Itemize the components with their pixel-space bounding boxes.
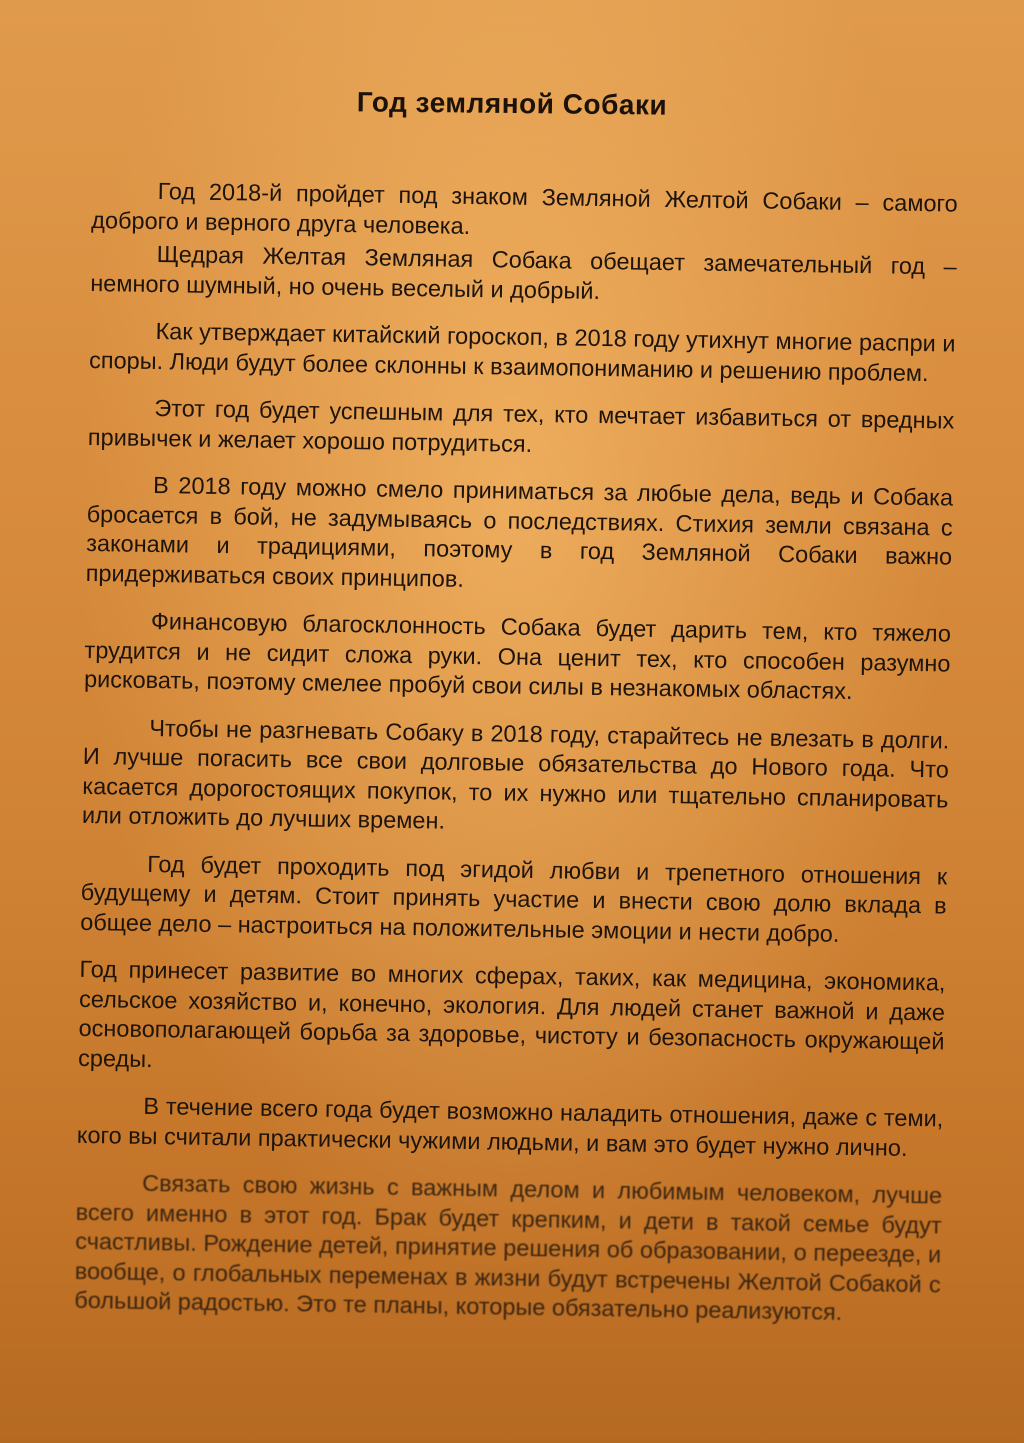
paragraph: Год 2018-й пройдет под знаком Земляной Желтой Собаки – самого доброго и верного друга человека. (91, 178, 958, 239)
paragraph: Щедрая Желтая Земляная Собака обещает замечательный год – немного шумный, но очень веселый и добрый. (90, 241, 957, 304)
paragraph: Как утверждает китайский гороскоп, в 2018 году утихнут многие распри и споры. Люди будут более склонны к взаимопониманию и решению проблем. (88, 318, 956, 386)
paragraph: Этот год будет успешным для тех, кто мечтает избавиться от вредных привычек и желает хорошо потрудиться. (87, 395, 955, 457)
paragraph: В 2018 году можно смело приниматься за любые дела, ведь и Собака бросается в бой, не задумываясь о последствиях. Стихия земли связана с законами и традициями, поэтому в год Земляной Собаки важно придерживаться своих принципов. (85, 472, 954, 592)
paragraph: Год будет проходить под эгидой любви и трепетного отношения к будущему и детям. Стоит принять участие и внести свою долю вклада в общее дело – настроиться на положительные эмоции и нести добро. (80, 850, 948, 947)
paragraph: Связать свою жизнь с важным делом и любимым человеком, лучше всего именно в этот год. Брак будет крепким, и дети в такой семье будут счастливы. Рождение детей, принятие решения об образовании, о переезде, и вообще, о глобальных переменах в жизни будут встречены Желтой Собакой с большой радостью. Это те планы, которые обязательно реализуются. (74, 1169, 943, 1325)
paragraph: Финансовую благосклонность Собака будет дарить тем, кто тяжело трудится и не сидит сложа руки. Она ценит тех, кто способен разумно рисковать, поэтому смелее пробуй свои силы в незнакомых областях. (83, 607, 952, 705)
paragraph: Год принесет развитие во многих сферах, таких, как медицина, экономика, сельское хозяйство и, конечно, экология. Для людей станет важной и даже основополагающей борьба за здоровье, чистоту и безопасность окружающей среды. (77, 955, 946, 1072)
document-title: Год земляной Собаки (356, 86, 668, 121)
document-body (74, 176, 958, 1347)
paragraph: В течение всего года будет возможно наладить отношения, даже с теми, кого вы считали практически чужими людьми, и вам это будет нужно лично. (76, 1092, 944, 1161)
paragraph: Чтобы не разгневать Собаку в 2018 году, старайтесь не влезать в долги. И лучше погасить все свои долговые обязательства до Нового года. Что касается дорогостоящих покупок, то их нужно или тщательно спланировать или отложить до лучших времен. (81, 714, 950, 834)
